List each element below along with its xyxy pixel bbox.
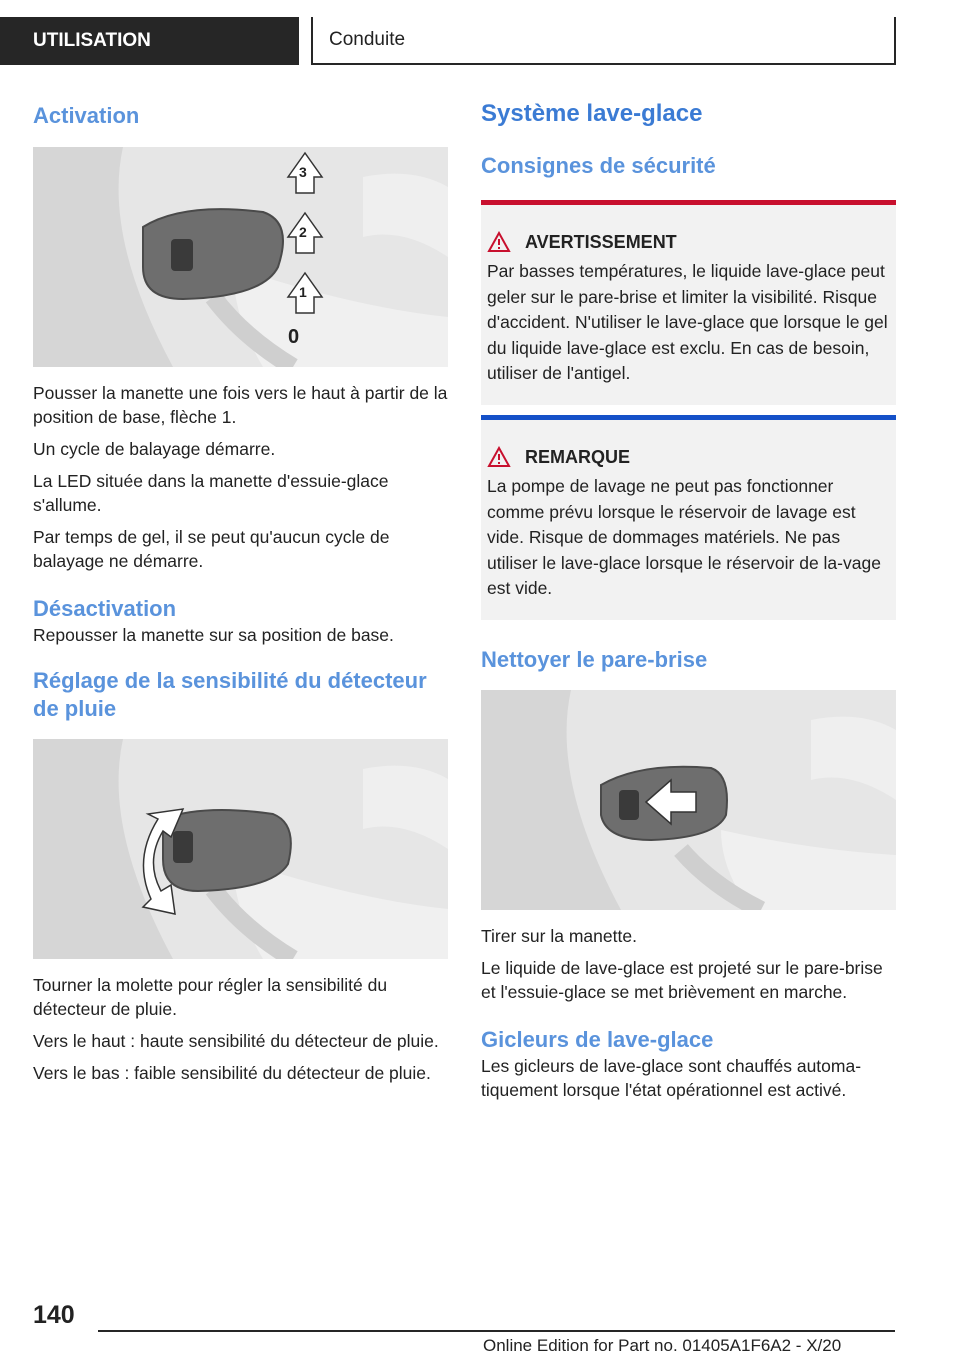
activation-text-4: Par temps de gel, il se peut qu'aucun cycle de balayage ne démarre. xyxy=(33,527,390,571)
warning-title xyxy=(487,231,888,253)
header-chapter: Conduite xyxy=(311,17,896,65)
warning-triangle-icon xyxy=(487,446,511,468)
fig1-label-0: 0 xyxy=(288,326,300,348)
clean-windshield-illustration xyxy=(481,690,896,910)
clean-text-1: Tirer sur la manette. xyxy=(481,926,637,946)
deactivation-heading: Désactivation xyxy=(33,596,177,621)
figure-lever-up xyxy=(33,147,448,367)
clean-heading: Nettoyer le pare-brise xyxy=(481,647,708,672)
sensitivity-text-3: Vers le bas : faible sensibilité du détecteur de pluie. xyxy=(33,1063,431,1083)
figure-rain-sensor xyxy=(33,739,448,959)
nozzle-text: Les gicleurs de lave-glace sont chauffés automa-tiquement lorsque l'état opérationnel est activé. xyxy=(481,1056,862,1100)
sensitivity-heading: Réglage de la sensibilité du détecteur de pluie xyxy=(33,668,427,721)
lever-up-illustration xyxy=(33,147,448,367)
figure-clean-windshield xyxy=(481,690,896,910)
header-section: UTILISATION xyxy=(0,17,299,65)
activation-text-2: Un cycle de balayage démarre. xyxy=(33,439,276,459)
warning-box xyxy=(481,205,896,405)
nozzle-heading: Gicleurs de lave-glace xyxy=(481,1027,714,1052)
rain-sensor-illustration xyxy=(33,739,448,959)
note-text: La pompe de lavage ne peut pas fonctionner comme prévu lorsque le réservoir de lavage est vide. Risque de dommages matériels. Ne pas utiliser le lave-glace lorsque le réservoir de la-vage est vide. xyxy=(487,476,881,598)
sensitivity-text-2: Vers le haut : haute sensibilité du détecteur de pluie. xyxy=(33,1031,439,1051)
page-number: 140 xyxy=(33,1301,75,1329)
safety-heading: Consignes de sécurité xyxy=(481,153,716,178)
warning-label: AVERTISSEMENT xyxy=(525,231,677,252)
deactivation-text: Repousser la manette sur sa position de base. xyxy=(33,625,394,645)
activation-text-3: La LED située dans la manette d'essuie-glace s'allume. xyxy=(33,471,389,515)
fig1-label-3: 3 xyxy=(299,164,307,180)
note-label: REMARQUE xyxy=(525,446,631,467)
warning-triangle-icon xyxy=(487,231,511,253)
left-column xyxy=(33,100,448,1093)
note-title xyxy=(487,446,888,468)
washer-heading: Système lave-glace xyxy=(481,100,703,127)
fig1-label-2: 2 xyxy=(299,224,307,240)
fig1-label-1: 1 xyxy=(299,284,307,300)
activation-text-1: Pousser la manette une fois vers le haut à partir de la position de base, flèche 1. xyxy=(33,383,448,427)
note-box xyxy=(481,420,896,620)
warning-text: Par basses températures, le liquide lave-glace peut geler sur le pare-brise et limiter la visibilité. Risque d'accident. N'utiliser le lave-glace que lorsque le gel du liquide lave-glace est exclu. En cas de besoin, utiliser de l'antigel. xyxy=(487,261,888,383)
activation-heading: Activation xyxy=(33,103,140,128)
right-column xyxy=(481,100,896,1110)
clean-text-2: Le liquide de lave-glace est projeté sur le pare-brise et l'essuie-glace se met brièvement en marche. xyxy=(481,958,883,1002)
footer-edition: Online Edition for Part no. 01405A1F6A2 - X/20 xyxy=(483,1336,842,1355)
footer-divider xyxy=(98,1330,895,1332)
sensitivity-text-1: Tourner la molette pour régler la sensibilité du détecteur de pluie. xyxy=(33,975,388,1019)
